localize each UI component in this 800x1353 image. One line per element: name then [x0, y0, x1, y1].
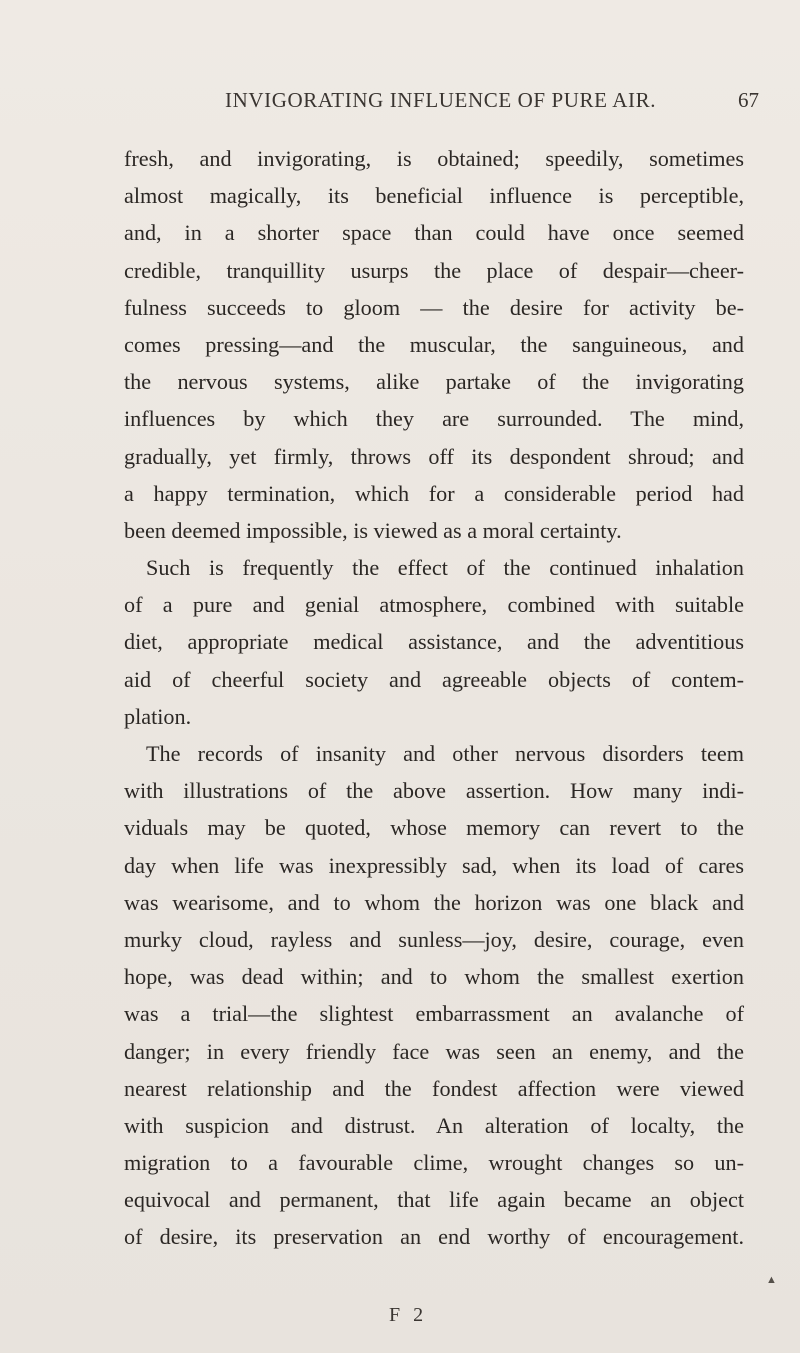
paragraph-start-line: Such is frequently the effect of the continued inhalation — [146, 555, 744, 581]
text-line: equivocal and permanent, that life again became an object — [124, 1187, 744, 1213]
text-line: credible, tranquillity usurps the place of despair—cheer- — [124, 257, 744, 283]
text-line: comes pressing—and the muscular, the sanguineous, and — [124, 331, 744, 357]
text-line: murky cloud, rayless and sunless—joy, desire, courage, even — [124, 926, 744, 952]
text-line: with illustrations of the above assertion. How many indi- — [124, 778, 744, 804]
signature-mark: F 2 — [389, 1304, 428, 1326]
margin-mark: ▲ — [766, 1274, 777, 1286]
text-line: nearest relationship and the fondest affection were viewed — [124, 1075, 744, 1101]
body-text — [124, 140, 744, 1256]
text-line: hope, was dead within; and to whom the smallest exertion — [124, 964, 744, 990]
text-line: plation. — [124, 703, 192, 729]
text-line: was a trial—the slightest embarrassment an avalanche of — [124, 1001, 744, 1027]
running-title: INVIGORATING INFLUENCE OF PURE AIR. — [225, 88, 657, 112]
page-number: 67 — [738, 88, 759, 112]
text-line: of a pure and genial atmosphere, combined with suitable — [124, 592, 744, 618]
text-line: diet, appropriate medical assistance, and the adventitious — [124, 629, 744, 655]
text-line: almost magically, its beneficial influence is perceptible, — [124, 183, 744, 209]
text-line: fresh, and invigorating, is obtained; speedily, sometimes — [124, 146, 744, 171]
text-line: migration to a favourable clime, wrought changes so un- — [124, 1150, 744, 1176]
text-line: gradually, yet firmly, throws off its despondent shroud; and — [124, 443, 744, 469]
text-line: fulness succeeds to gloom — the desire for activity be- — [124, 294, 744, 320]
text-line: and, in a shorter space than could have once seemed — [124, 220, 744, 246]
text-line: aid of cheerful society and agreeable objects of contem- — [124, 666, 744, 692]
text-line: with suspicion and distrust. An alteration of localty, the — [124, 1112, 744, 1138]
text-line: was wearisome, and to whom the horizon was one black and — [124, 889, 744, 915]
running-head — [0, 88, 800, 118]
text-line: been deemed impossible, is viewed as a moral certainty. — [124, 517, 622, 543]
text-line: viduals may be quoted, whose memory can revert to the — [124, 815, 744, 841]
text-line: of desire, its preservation an end worthy of encouragement. — [124, 1224, 744, 1250]
text-line: danger; in every friendly face was seen an enemy, and the — [124, 1038, 744, 1064]
paragraph-start-line: The records of insanity and other nervous disorders teem — [146, 741, 744, 766]
text-line: a happy termination, which for a considerable period had — [124, 480, 744, 506]
text-line: day when life was inexpressibly sad, when its load of cares — [124, 852, 744, 878]
text-line: the nervous systems, alike partake of the invigorating — [124, 369, 744, 395]
text-line: influences by which they are surrounded. The mind, — [124, 406, 744, 432]
